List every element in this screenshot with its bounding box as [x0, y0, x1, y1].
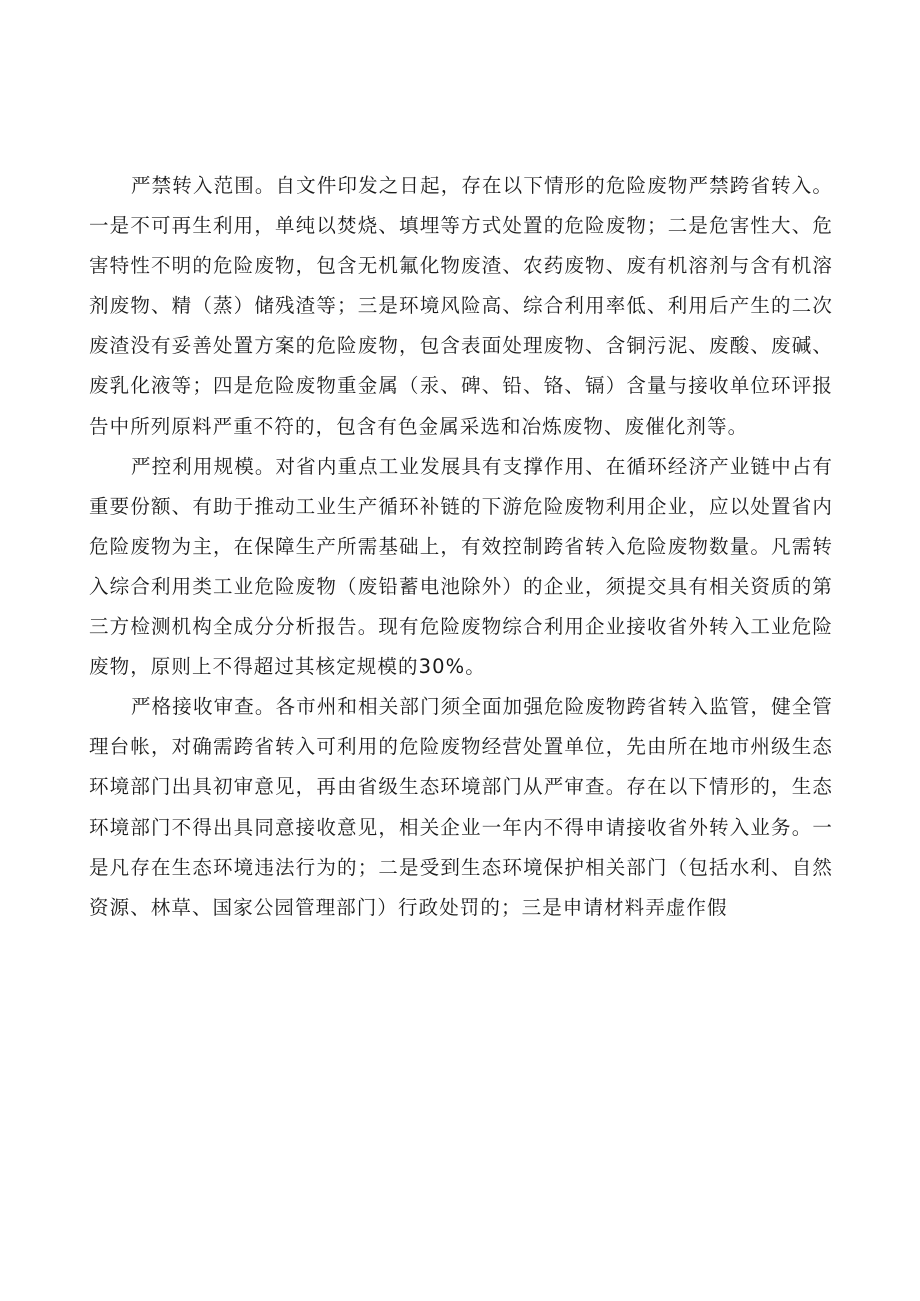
- paragraph-utilization-scale-control: 严控利用规模。对省内重点工业发展具有支撑作用、在循环经济产业链中占有重要份额、有助于推动工业生产循环补链的下游危险废物利用企业，应以处置省内危险废物为主，在保障生产所需基础上，有效控制跨省转入危险废物数量。凡需转入综合利用类工业危险废物（废铅蓄电池除外）的企业，须提交具有相关资质的第三方检测机构全成分分析报告。现有危险废物综合利用企业接收省外转入工业危险废物，原则上不得超过其核定规模的30%。: [89, 454, 833, 679]
- paragraph-acceptance-review: 严格接收审查。各市州和相关部门须全面加强危险废物跨省转入监管，健全管理台帐，对确需跨省转入可利用的危险废物经营处置单位，先由所在地市州级生态环境部门出具初审意见，再由省级生态环境部门从严审查。存在以下情形的，生态环境部门不得出具同意接收意见，相关企业一年内不得申请接收省外转入业务。一是凡存在生态环境违法行为的；二是受到生态环境保护相关部门（包括水利、自然资源、林草、国家公园管理部门）行政处罚的；三是申请材料弄虚作假: [89, 695, 833, 919]
- paragraph-transfer-ban-scope: 严禁转入范围。自文件印发之日起，存在以下情形的危险废物严禁跨省转入。一是不可再生利用，单纯以焚烧、填埋等方式处置的危险废物；二是危害性大、危害特性不明的危险废物，包含无机氟化物废渣、农药废物、废有机溶剂与含有机溶剂废物、精（蒸）储残渣等；三是环境风险高、综合利用率低、利用后产生的二次废渣没有妥善处置方案的危险废物，包含表面处理废物、含铜污泥、废酸、废碱、废乳化液等；四是危险废物重金属（汞、碑、铅、铬、镉）含量与接收单位环评报告中所列原料严重不符的，包含有色金属采选和冶炼废物、废催化剂等。: [89, 174, 833, 438]
- document-body: [89, 166, 833, 928]
